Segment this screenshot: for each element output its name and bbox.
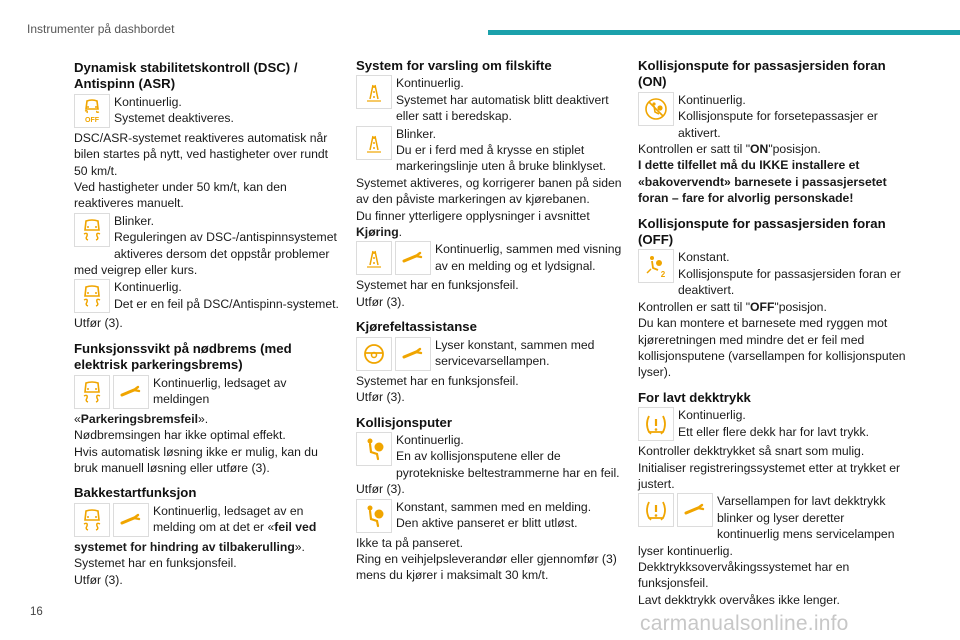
body-paragraph: systemet for hindring av tilbakerulling». Systemet har en funksjonsfeil. Utfør (3). — [74, 539, 305, 587]
page-number: 16 — [30, 606, 43, 618]
tyre-pressure-icon — [638, 407, 674, 441]
section-heading: For lavt dekktrykk — [638, 389, 751, 405]
wrench-icon — [395, 337, 431, 371]
warning-lamp-entry — [638, 407, 906, 443]
lamp-description: Konstant. Kollisjonspute for passasjersiden foran er deaktivert. — [678, 250, 901, 298]
body-paragraph: Systemet har en funksjonsfeil. Utfør (3). — [356, 373, 519, 405]
section-heading: Dynamisk stabilitetskontroll (DSC) / Antispinn (ASR) — [74, 60, 298, 92]
body-paragraph: Utfør (3). — [356, 482, 405, 497]
body-paragraph: I dette tilfellet må du IKKE installere et «bakovervendt» barnesete i passasjersetet foran – fare for alvorlig personskade! — [638, 158, 887, 206]
warning-lamp-entry — [356, 75, 626, 124]
warning-lamp-entry — [356, 337, 626, 373]
lane-icon — [356, 241, 392, 275]
svg-text:OFF: OFF — [85, 116, 99, 124]
lamp-description: Kontinuerlig. En av kollisjonsputene eller de pyrotekniske beltestrammerne har en feil. — [396, 432, 620, 480]
column-middle — [356, 58, 626, 584]
wrench-icon — [395, 241, 431, 275]
lamp-description: Kontinuerlig, sammen med visning av en melding og et lydsignal. — [435, 242, 622, 273]
section-heading: System for varsling om filskifte — [356, 58, 552, 73]
lamp-description: Kontinuerlig. Systemet har automatisk blitt deaktivert eller satt i beredskap. — [396, 76, 609, 124]
section-heading: Funksjonssvikt på nødbrems (med elektrisk parkeringsbrems) — [74, 340, 292, 373]
lamp-description: Kontinuerlig, ledsaget av en melding om at det er «feil ved — [153, 503, 317, 535]
dsc-off-icon — [74, 94, 110, 128]
lamp-description: Konstant, sammen med en melding. Den aktive panseret er blitt utløst. — [396, 499, 592, 530]
body-paragraph: Systemet har en funksjonsfeil. Utfør (3). — [356, 278, 519, 309]
column-right — [638, 58, 906, 608]
lane-icon — [356, 75, 392, 109]
section-heading: Bakkestartfunksjon — [74, 485, 197, 501]
warning-lamp-entry — [356, 432, 626, 481]
wrench-icon — [113, 375, 149, 409]
lamp-description: Kontinuerlig. Systemet deaktiveres. — [114, 94, 234, 126]
body-paragraph: Utfør (3). — [74, 316, 123, 331]
watermark: carmanualsonline.info — [640, 612, 849, 635]
section-heading: Kollisjonsputer — [356, 414, 452, 430]
section-heading: Kollisjonspute for passasjersiden foran (OFF) — [638, 215, 886, 248]
steering-wheel-icon — [356, 337, 392, 371]
section-heading: Kollisjonspute for passasjersiden foran (ON) — [638, 58, 886, 90]
lamp-description: Kontinuerlig. Kollisjonspute for forsetepassasjer er aktivert. — [678, 92, 878, 140]
running-header: Instrumenter på dashbordet — [27, 22, 175, 36]
body-paragraph: Kontroller dekktrykket så snart som mulig. Initialiser registreringssystemet etter at trykket er justert. — [638, 444, 901, 491]
lamp-description: Kontinuerlig. Det er en feil på DSC/Antispinn-systemet. — [114, 280, 339, 311]
passenger-airbag-off-icon — [638, 249, 674, 283]
body-paragraph: Systemet aktiveres, og korrigerer banen på siden av den påviste markeringen av kjørebanen. Du finner ytterligere opplysninger i avsnittet Kjøring. — [356, 175, 622, 240]
wrench-icon — [677, 493, 713, 527]
body-paragraph: Kontrollen er satt til "OFF"posisjon. Du kan montere et barnesete med ryggen mot kjøreretningen med mindre det er feil med kollisjonsputene (varsellampen for kollisjonsputen lyser). — [638, 299, 906, 380]
warning-lamp-entry — [74, 279, 342, 315]
warning-lamp-entry — [356, 499, 626, 535]
warning-lamp-entry — [638, 249, 906, 298]
warning-lamp-entry — [356, 126, 626, 175]
lane-icon — [356, 126, 392, 160]
body-paragraph: DSC/ASR-systemet reaktiveres automatisk når bilen startes på nytt, ved hastigheter over rundt 50 km/t. Ved hastigheter under 50 km/t, kan den reaktiveres manuelt. — [74, 130, 329, 211]
body-paragraph: Kontrollen er satt til "ON"posisjon. — [638, 142, 821, 157]
lamp-description: Lyser konstant, sammen med servicevarsellampen. — [435, 337, 595, 369]
warning-lamp-entry — [74, 213, 342, 279]
dsc-icon — [74, 213, 110, 247]
passenger-airbag-on-icon — [638, 92, 674, 126]
dsc-icon — [74, 503, 110, 537]
warning-lamp-entry — [356, 241, 626, 277]
airbag-icon — [356, 432, 392, 466]
lamp-description: Blinker. Reguleringen av DSC-/antispinnsystemet aktiveres dersom det oppstår problemer med veigrep eller kurs. — [74, 213, 337, 278]
body-paragraph: Ikke ta på panseret. Ring en veihjelpsleverandør eller gjennomfør (3) mens du kjører i maksimalt 30 km/t. — [356, 535, 617, 583]
warning-lamp-entry — [74, 375, 342, 411]
lamp-description: Kontinuerlig. Ett eller flere dekk har for lavt trykk. — [678, 408, 870, 439]
body-paragraph: «Parkeringsbremsfeil». Nødbremsingen har ikke optimal effekt. Hvis automatisk løsning ikke er mulig, kan du bruk manuell løsning eller utføre (3). — [74, 411, 318, 475]
lamp-description: Varsellampen for lavt dekktrykk blinker og lyser deretter kontinuerlig mens servicelampen lyser kontinuerlig. — [638, 494, 895, 558]
lamp-description: Kontinuerlig, ledsaget av meldingen — [153, 375, 287, 407]
warning-lamp-entry — [638, 493, 906, 559]
dsc-icon — [74, 279, 110, 313]
lamp-description: Blinker. Du er i ferd med å krysse en stiplet markeringslinje uten å bruke blinklyset. — [396, 126, 606, 174]
airbag-icon — [356, 499, 392, 533]
header-accent-bar — [488, 30, 960, 35]
warning-lamp-entry — [74, 503, 342, 539]
column-left — [74, 58, 342, 588]
warning-lamp-entry — [74, 94, 342, 130]
body-paragraph: Dekktrykksovervåkingssystemet har en funksjonsfeil. Lavt dekktrykk overvåkes ikke lenger. — [638, 559, 850, 607]
warning-lamp-entry — [638, 92, 906, 141]
tyre-pressure-icon — [638, 493, 674, 527]
wrench-icon — [113, 503, 149, 537]
section-heading: Kjørefeltassistanse — [356, 319, 477, 335]
dsc-icon — [74, 375, 110, 409]
svg-text:2: 2 — [660, 270, 666, 280]
